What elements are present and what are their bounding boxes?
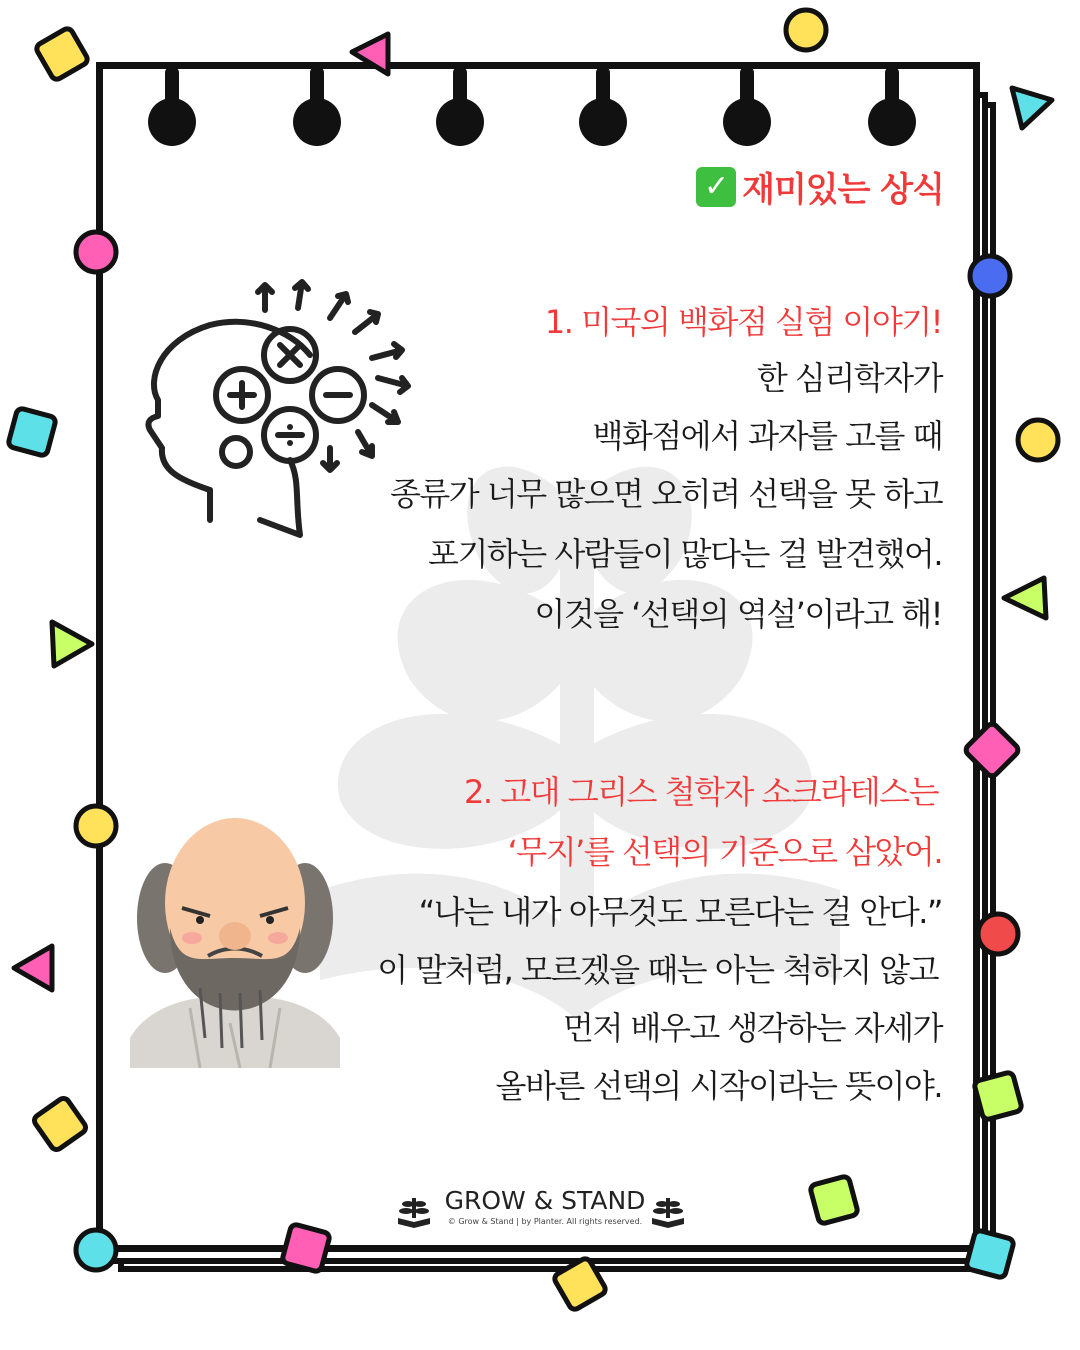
section2-title: ‘무지’를 선택의 기준으로 삼았어. <box>507 833 942 871</box>
section2-title: 2. 고대 그리스 철학자 소크라테스는 <box>464 773 938 811</box>
section1-line: 이것을 ‘선택의 역설’이라고 해! <box>534 595 942 633</box>
copyright-text: © Grow & Stand | by Planter. All rights reserved. <box>447 1217 643 1226</box>
section2-line: 먼저 배우고 생각하는 자세가 <box>563 1009 942 1047</box>
section2-line: “나는 내가 아무것도 모른다는 걸 안다.” <box>418 893 942 931</box>
section1-line: 백화점에서 과자를 고를 때 <box>592 417 942 455</box>
section1-title: 1. 미국의 백화점 실험 이야기! <box>544 303 942 341</box>
check-box-icon: ✓ <box>696 167 736 207</box>
section2-line: 올바른 선택의 시작이라는 뜻이야. <box>495 1067 942 1105</box>
topic-tag-label: 재미있는 상식 <box>742 170 944 210</box>
section1-line: 포기하는 사람들이 많다는 걸 발견했어. <box>428 535 942 573</box>
section1-line: 한 심리학자가 <box>756 359 942 397</box>
section2-line: 이 말처럼, 모르겠을 때는 아는 척하지 않고 <box>377 951 938 989</box>
section1-line: 종류가 너무 많으면 오히려 선택을 못 하고 <box>389 475 942 513</box>
brand-name: GROW & STAND <box>444 1186 646 1215</box>
